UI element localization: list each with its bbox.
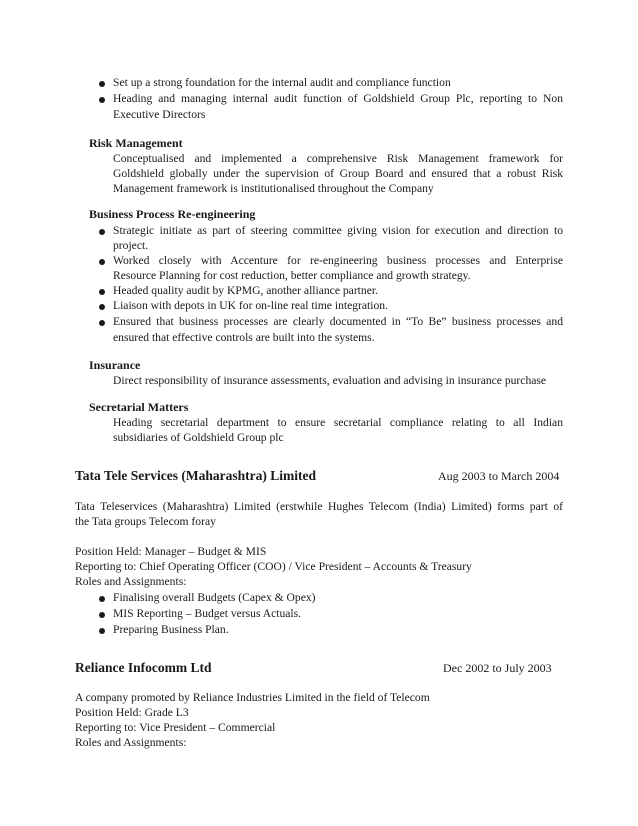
tata-role-1: Finalising overall Budgets (Capex & Opex)	[113, 591, 316, 604]
bpr-line-2-cont: Resource Planning for cost reduction, better compliance and growth strategy.	[113, 269, 471, 282]
tata-position: Position Held: Manager – Budget & MIS	[75, 545, 267, 558]
secretarial-heading: Secretarial Matters	[89, 400, 189, 414]
bullet-icon	[99, 320, 105, 326]
tata-role-3: Preparing Business Plan.	[113, 623, 229, 636]
bullet-icon	[99, 81, 105, 87]
reliance-desc: A company promoted by Reliance Industries Limited in the field of Telecom	[75, 691, 430, 704]
bullet-icon	[99, 289, 105, 295]
top-bullet-2-cont: Executive Directors	[113, 108, 206, 121]
bpr-line-5: Ensured that business processes are clearly documented in “To Be” business processes and	[113, 315, 563, 328]
bullet-icon	[99, 229, 105, 235]
reliance-dates: Dec 2002 to July 2003	[443, 661, 552, 675]
bpr-line-3: Headed quality audit by KPMG, another alliance partner.	[113, 284, 378, 297]
bullet-icon	[99, 596, 105, 602]
reliance-position: Position Held: Grade L3	[75, 706, 189, 719]
bpr-line-1: Strategic initiate as part of steering committee giving vision for execution and direction to	[113, 224, 563, 237]
bullet-icon	[99, 259, 105, 265]
secretarial-line-1: Heading secretarial department to ensure secretarial compliance relating to all Indian	[113, 416, 563, 429]
risk-line-2: Goldshield globally under the supervision of Group Board and ensured that a robust Risk	[113, 167, 563, 180]
bullet-icon	[99, 97, 105, 103]
bpr-line-1-cont: project.	[113, 239, 149, 252]
top-bullet-2: Heading and managing internal audit function of Goldshield Group Plc, reporting to Non	[113, 92, 563, 105]
insurance-heading: Insurance	[89, 358, 141, 372]
tata-roles-label: Roles and Assignments:	[75, 575, 187, 588]
insurance-text: Direct responsibility of insurance assessments, evaluation and advising in insurance purchase	[113, 374, 547, 387]
top-bullet-1: Set up a strong foundation for the internal audit and compliance function	[113, 76, 451, 89]
reliance-roles-label: Roles and Assignments:	[75, 736, 187, 749]
bpr-line-4: Liaison with depots in UK for on-line real time integration.	[113, 299, 388, 312]
risk-line-1: Conceptualised and implemented a comprehensive Risk Management framework for	[113, 152, 563, 165]
risk-line-3: Management framework is institutionalised throughout the Company	[113, 182, 434, 195]
tata-company-name: Tata Tele Services (Maharashtra) Limited	[75, 468, 316, 483]
bullet-icon	[99, 612, 105, 618]
tata-role-2: MIS Reporting – Budget versus Actuals.	[113, 607, 302, 620]
tata-dates: Aug 2003 to March 2004	[438, 469, 560, 483]
bullet-icon	[99, 304, 105, 310]
bullet-icon	[99, 628, 105, 634]
tata-reporting: Reporting to: Chief Operating Officer (COO) / Vice President – Accounts & Treasury	[75, 560, 472, 573]
bpr-heading: Business Process Re-engineering	[89, 207, 256, 221]
secretarial-line-2: subsidiaries of Goldshield Group plc	[113, 431, 284, 444]
bpr-line-2: Worked closely with Accenture for re-engineering business processes and Enterprise	[113, 254, 563, 267]
tata-desc-line-2: the Tata groups Telecom foray	[75, 515, 216, 528]
bpr-line-5-cont: ensured that effective controls are built into the systems.	[113, 331, 375, 344]
reliance-reporting: Reporting to: Vice President – Commercial	[75, 721, 276, 734]
risk-management-heading: Risk Management	[89, 136, 183, 150]
reliance-company-name: Reliance Infocomm Ltd	[75, 660, 212, 675]
tata-desc-line-1: Tata Teleservices (Maharashtra) Limited (erstwhile Hughes Telecom (India) Limited) forms part of	[75, 500, 563, 513]
